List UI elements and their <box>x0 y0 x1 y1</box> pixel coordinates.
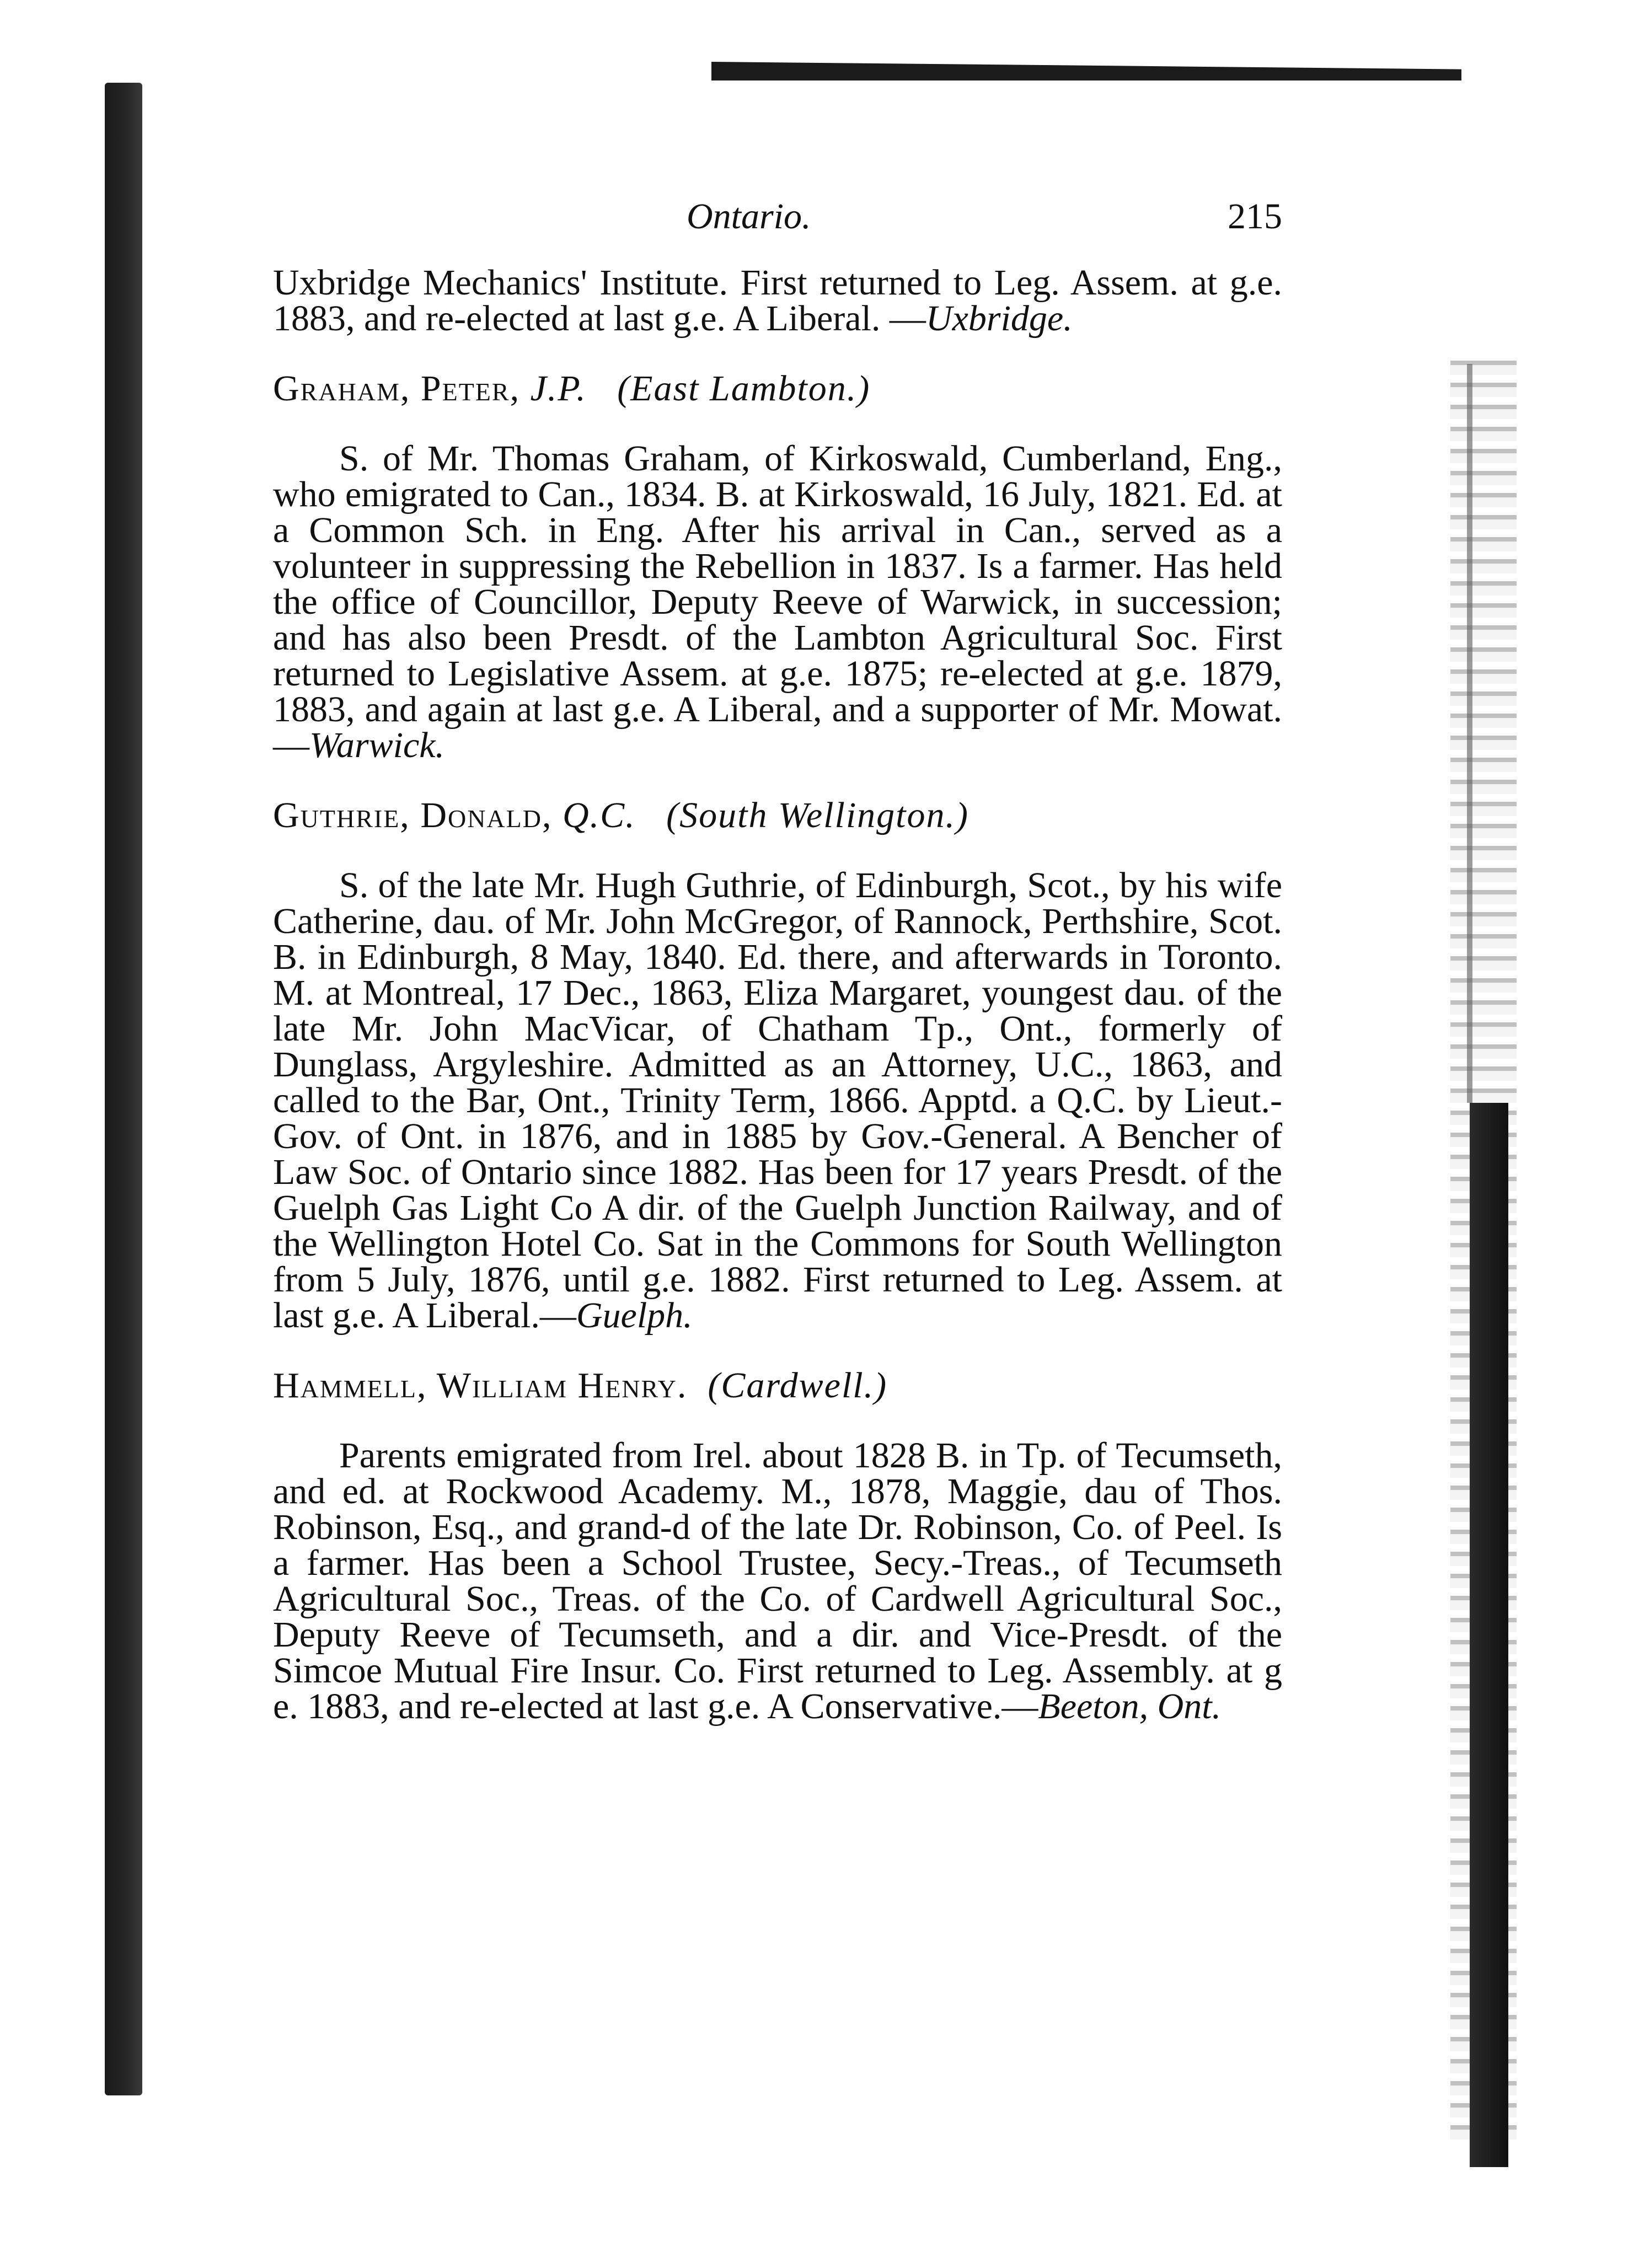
entry-body-hammell <box>273 1435 1282 1727</box>
entry-surname: Hammell, <box>273 1365 437 1406</box>
running-title: Ontario. <box>687 196 811 237</box>
entry-body-guthrie <box>273 865 1282 1336</box>
entry-place: Guelph. <box>576 1295 693 1336</box>
entry-place: Warwick. <box>309 725 445 765</box>
running-header <box>273 196 1282 265</box>
entry-riding: (South Wellington.) <box>666 795 969 835</box>
entry-suffix: Q.C. <box>562 795 636 835</box>
continued-text: Uxbridge Mechanics' Institute. First returned to Leg. Assem. at g.e. 1883, and re-elected at last g.e. A Liberal. — <box>273 262 1282 339</box>
continued-paragraph <box>273 262 1282 339</box>
scan-edge-left <box>105 83 142 2095</box>
entry-heading-hammell <box>273 1365 1282 1406</box>
entry-place: Beeton, Ont. <box>1038 1686 1222 1727</box>
scan-edge-right-thin <box>1467 364 1472 1103</box>
entry-suffix: J.P. <box>530 368 587 409</box>
page-text <box>273 196 1282 1727</box>
scan-edge-right-dark <box>1470 1103 1508 2167</box>
entry-riding: (East Lambton.) <box>617 368 871 409</box>
entry-given-name: William Henry. <box>436 1365 698 1406</box>
entry-surname: Graham, <box>273 368 421 409</box>
page-number: 215 <box>1228 196 1282 237</box>
entry-surname: Guthrie, <box>273 795 421 835</box>
scan-edge-top <box>711 62 1461 81</box>
entry-heading-graham <box>273 368 1282 409</box>
entry-text: S. of the late Mr. Hugh Guthrie, of Edinburgh, Scot., by his wife Catherine, dau. of Mr. John McGregor, of Rannock, Perthshire, Scot. B. in Edinburgh, 8 May, 1840. Ed. there, and afterwards in Toronto. M. at Montreal, 17 Dec., 1863, Eliza Margaret, youngest dau. of the late Mr. John MacVicar, of Chatham Tp., Ont., formerly of Dunglass, Argyleshire. Admitted as an Attorney, U.C., 1863, and called to the Bar, Ont., Trinity Term, 1866. Apptd. a Q.C. by Lieut.-Gov. of Ont. in 1876, and in 1885 by Gov.-General. A Bencher of Law Soc. of Ontario since 1882. Has been for 17 years Presdt. of the Guelph Gas Light Co A dir. of the Guelph Junction Railway, and of the Wellington Hotel Co. Sat in the Commons for South Wellington from 5 July, 1876, until g.e. 1882. First returned to Leg. Assem. at last g.e. A Liberal.— <box>273 865 1282 1336</box>
entry-body-graham <box>273 438 1282 765</box>
entry-text: Parents emigrated from Irel. about 1828 B. in Tp. of Tecumseth, and ed. at Rockwood Academy. M., 1878, Maggie, dau of Thos. Robinson, Esq., and grand-d of the late Dr. Robinson, Co. of Peel. Is a farmer. Has been a School Trustee, Secy.-Treas., of Tecumseth Agricultural Soc., Treas. of the Co. of Cardwell Agricultural Soc., Deputy Reeve of Tecumseth, and a dir. and Vice-Presdt. of the Simcoe Mutual Fire Insur. Co. First returned to Leg. Assembly. at g e. 1883, and re-elected at last g.e. A Conservative.— <box>273 1435 1282 1727</box>
continued-place: Uxbridge. <box>925 298 1073 339</box>
entry-riding: (Cardwell.) <box>708 1365 888 1406</box>
entry-given-name: Donald, <box>420 795 563 835</box>
entry-heading-guthrie <box>273 797 1282 833</box>
entry-given-name: Peter, <box>420 368 531 409</box>
entry-text: S. of Mr. Thomas Graham, of Kirkoswald, Cumberland, Eng., who emigrated to Can., 1834. B. at Kirkoswald, 16 July, 1821. Ed. at a Common Sch. in Eng. After his arrival in Can., served as a volunteer in suppressing the Rebellion in 1837. Is a farmer. Has held the office of Councillor, Deputy Reeve of Warwick, in succession; and has also been Presdt. of the Lambton Agricultural Soc. First returned to Legislative Assem. at g.e. 1875; re-elected at g.e. 1879, 1883, and again at last g.e. A Liberal, and a supporter of Mr. Mowat.— <box>273 438 1282 765</box>
